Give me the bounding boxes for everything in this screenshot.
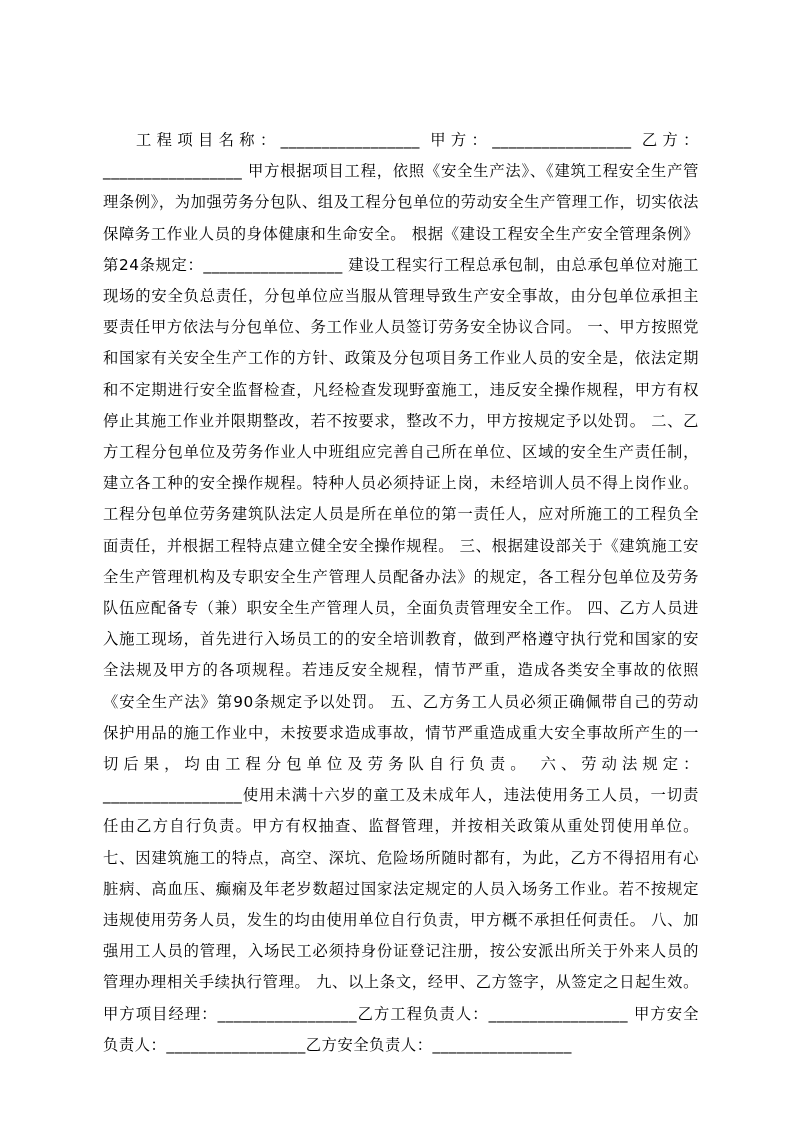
agreement-intro: 工程项目名称：_________________ 甲方：_________________ 乙方：_________________ 甲方根据项目工程，依照《安全生产法》、《建筑工程安全生产管理条例》，为加强劳务分包队、组及工程分包单位的劳动安全生产管理工作，切实依法保障务工作业人员的身体健康和生命安全。 根据《建设工程安全生产安全管理条例》第24条规定：_________________ 建设工程实行工程总承包制，由总承包单位对施工现场的安全负总责任，分包单位应当服从管理导致生产安全事故，由分包单位承担主要责任甲方依法与分包单位、务工作业人员签订劳务安全协议合同。 [103, 131, 699, 337]
clause-1: 一、甲方按照党和国家有关安全生产工作的方针、政策及分包项目务工作业人员的安全是，依法定期和不定期进行安全监督检查，凡经检查发现野蛮施工，违反安全操作规程，甲方有权停止其施工作业并限期整改，若不按要求，整改不力，甲方按规定予以处罚。 [103, 318, 699, 430]
clause-3: 三、根据建设部关于《建筑施工安全生产管理机构及专职安全生产管理人员配备办法》的规定，各工程分包单位及劳务队伍应配备专（兼）职安全生产管理人员，全面负责管理安全工作。 [103, 536, 699, 618]
clause-7: 七、因建筑施工的特点，高空、深坑、危险场所随时都有，为此，乙方不得招用有心脏病、高血压、癫痫及年老岁数超过国家法定规定的人员入场务工作业。若不按规定违规使用劳务人员，发生的均由使用单位自行负责，甲方概不承担任何责任。 [103, 817, 705, 930]
clause-5: 五、乙方务工人员必须正确佩带自己的劳动保护用品的施工作业中，未按要求造成事故，情节严重造成重大安全事故所产生的一切后果，均由工程分包单位及劳务队自行负责。 [103, 692, 699, 774]
agreement-body-paragraph [103, 125, 705, 1061]
clause-4: 四、乙方人员进入施工现场，首先进行入场员工的的安全培训教育，做到严格遵守执行党和国家的安全法规及甲方的各项规程。若违反安全规程，情节严重，造成各类安全事故的依照《安全生产法》第90条规定予以处罚。 [103, 599, 699, 711]
clause-9: 九、以上条文，经甲、乙方签字，从签定之日起生效。 [310, 973, 699, 992]
signature-lines: 甲方项目经理：_________________乙方工程负责人：_________________ 甲方安全负责人：_________________乙方安全负责人：_________________ [103, 973, 705, 1054]
clause-6: 六、劳动法规定：_________________使用未满十六岁的童工及未成年人，违法使用务工人员，一切责任由乙方自行负责。甲方有权抽查、监督管理，并按相关政策从重处罚使用单位。 [103, 755, 699, 836]
clause-2: 二、乙方工程分包单位及劳务作业人中班组应完善自己所在单位、区域的安全生产责任制，建立各工种的安全操作规程。特种人员必须持证上岗，未经培训人员不得上岗作业。工程分包单位劳务建筑队法定人员是所在单位的第一责任人，应对所施工的工程负全面责任，并根据工程特点建立健全安全操作规程。 [103, 411, 699, 555]
clause-8: 八、加强用工人员的管理，入场民工必须持身份证登记注册，按公安派出所关于外来人员的管理办理相关手续执行管理。 [103, 911, 699, 992]
